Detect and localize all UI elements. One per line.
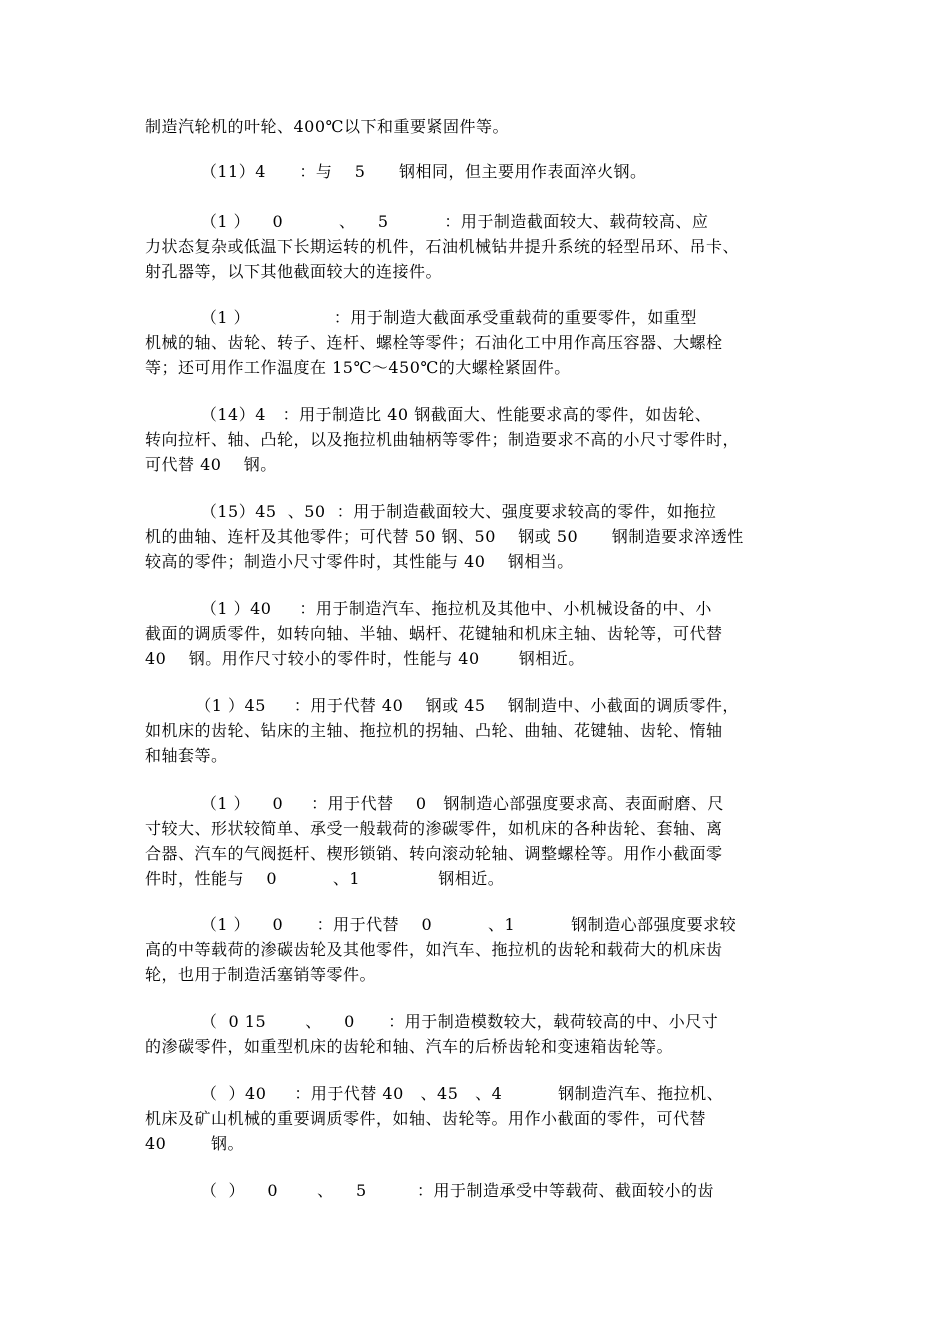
paragraph-5-line-2: 较高的零件；制造小尺寸零件时，其性能与 40 钢相当。 xyxy=(145,552,574,571)
paragraph-11-line-2: 40 钢。 xyxy=(145,1134,245,1153)
paragraph-1-line-0: （11）4 ：与 5 钢相同，但主要用作表面淬火钢。 xyxy=(145,162,647,181)
paragraph-3-line-1: 机械的轴、齿轮、转子、连杆、螺栓等零件；石油化工中用作高压容器、大螺栓 xyxy=(145,333,723,352)
paragraph-5-line-1: 机的曲轴、连杆及其他零件；可代替 50 钢、50 钢或 50 钢制造要求淬透性 xyxy=(145,527,744,546)
paragraph-7-line-1: 如机床的齿轮、钻床的主轴、拖拉机的拐轴、凸轮、曲轴、花键轴、齿轮、惰轴 xyxy=(145,721,723,740)
paragraph-3-line-0: （1 ） ：用于制造大截面承受重载荷的重要零件，如重型 xyxy=(145,308,697,327)
paragraph-9-line-0: （1 ） 0 ：用于代替 0 、1 钢制造心部强度要求较 xyxy=(145,915,737,934)
paragraph-8-line-0: （1 ） 0 ：用于代替 0 钢制造心部强度要求高、表面耐磨、尺 xyxy=(145,794,724,813)
paragraph-8-line-3: 件时，性能与 0 、1 钢相近。 xyxy=(145,869,505,888)
paragraph-9-line-2: 轮，也用于制造活塞销等零件。 xyxy=(145,965,377,984)
paragraph-6-line-1: 截面的调质零件，如转向轴、半轴、蜗杆、花键轴和机床主轴、齿轮等，可代替 xyxy=(145,624,723,643)
paragraph-0-line-0: 制造汽轮机的叶轮、400℃以下和重要紧固件等。 xyxy=(145,117,509,136)
paragraph-10-line-0: （ 0 15 、 0 ：用于制造模数较大，载荷较高的中、小尺寸 xyxy=(145,1012,719,1031)
paragraph-12-line-0: （ ） 0 、 5 ：用于制造承受中等载荷、截面较小的齿 xyxy=(145,1181,714,1200)
paragraph-2-line-0: （1 ） 0 、 5 ：用于制造截面较大、载荷较高、应 xyxy=(145,212,709,231)
paragraph-2-line-2: 射孔器等，以下其他截面较大的连接件。 xyxy=(145,262,443,281)
paragraph-9-line-1: 高的中等载荷的渗碳齿轮及其他零件，如汽车、拖拉机的齿轮和载荷大的机床齿 xyxy=(145,940,723,959)
paragraph-8-line-2: 合器、汽车的气阀挺杆、楔形锁销、转向滚动轮轴、调整螺栓等。用作小截面零 xyxy=(145,844,723,863)
paragraph-3-line-2: 等；还可用作工作温度在 15℃～450℃的大螺栓紧固件。 xyxy=(145,358,571,377)
paragraph-5-line-0: （15）45 、50 ：用于制造截面较大、强度要求较高的零件，如拖拉 xyxy=(145,502,717,521)
paragraph-10-line-1: 的渗碳零件，如重型机床的齿轮和轴、汽车的后桥齿轮和变速箱齿轮等。 xyxy=(145,1037,674,1056)
paragraph-6-line-0: （1 ）40 ：用于制造汽车、拖拉机及其他中、小机械设备的中、小 xyxy=(145,599,712,618)
paragraph-8-line-1: 寸较大、形状较简单、承受一般载荷的渗碳零件，如机床的各种齿轮、套轴、离 xyxy=(145,819,723,838)
paragraph-4-line-1: 转向拉杆、轴、凸轮，以及拖拉机曲轴柄等零件；制造要求不高的小尺寸零件时， xyxy=(145,430,740,449)
paragraph-4-line-2: 可代替 40 钢。 xyxy=(145,455,277,474)
paragraph-6-line-2: 40 钢。用作尺寸较小的零件时，性能与 40 钢相近。 xyxy=(145,649,585,668)
paragraph-2-line-1: 力状态复杂或低温下长期运转的机件，石油机械钻井提升系统的轻型吊环、吊卡、 xyxy=(145,237,740,256)
paragraph-11-line-0: （ ）40 ：用于代替 40 、45 、4 钢制造汽车、拖拉机、 xyxy=(145,1084,724,1103)
paragraph-7-line-2: 和轴套等。 xyxy=(145,746,228,765)
paragraph-4-line-0: （14）4 ：用于制造比 40 钢截面大、性能要求高的零件，如齿轮、 xyxy=(145,405,712,424)
paragraph-7-line-0: （1 ）45 ：用于代替 40 钢或 45 钢制造中、小截面的调质零件， xyxy=(145,696,739,715)
paragraph-11-line-1: 机床及矿山机械的重要调质零件，如轴、齿轮等。用作小截面的零件，可代替 xyxy=(145,1109,707,1128)
